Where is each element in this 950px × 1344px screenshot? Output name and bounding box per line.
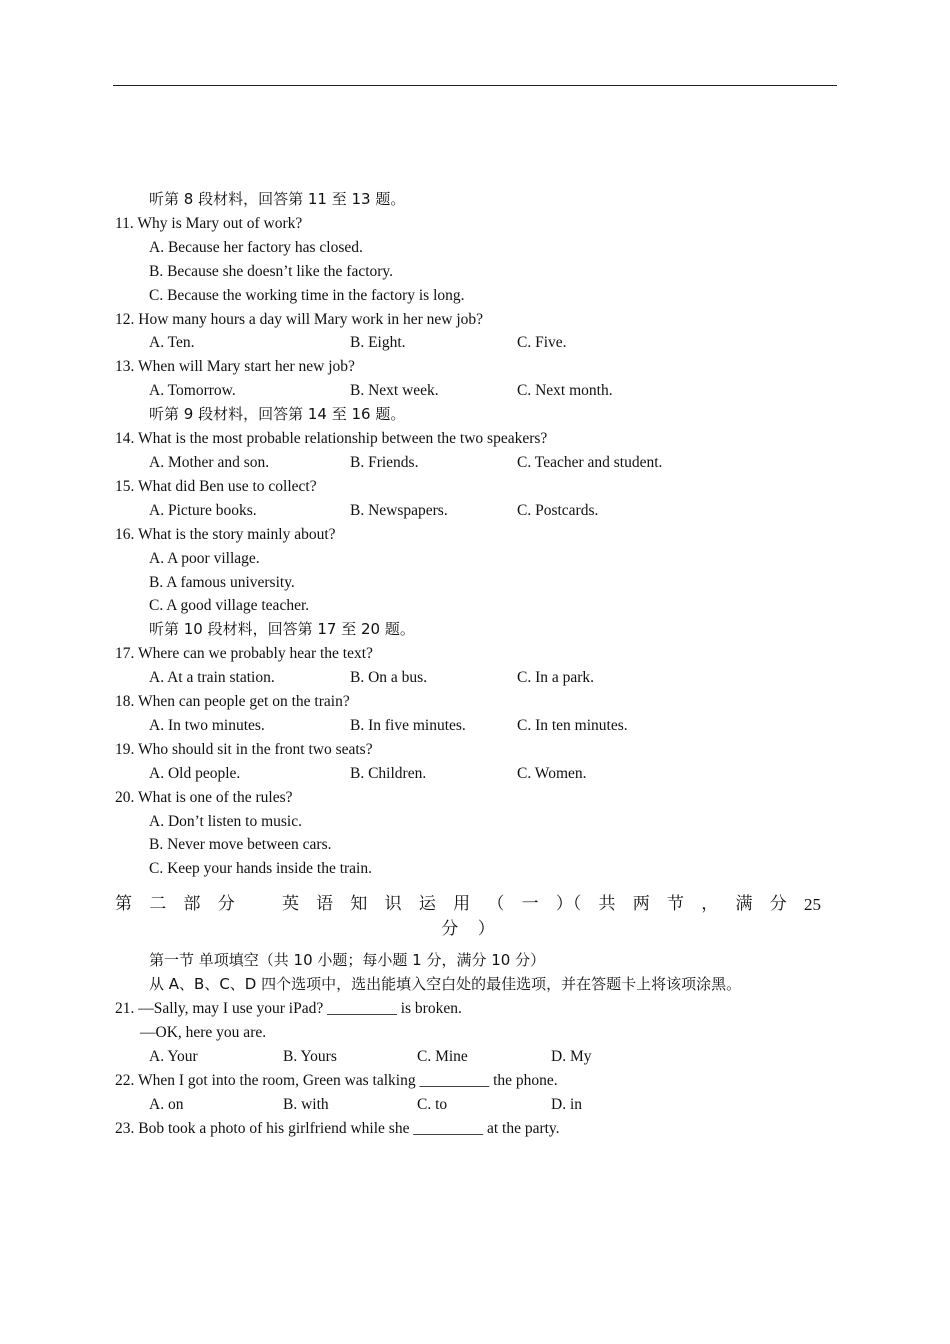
part-two-char: 节: [667, 894, 685, 915]
part-two-char: 识: [384, 894, 402, 915]
question-11: 11. Why is Mary out of work?: [115, 214, 303, 232]
section-heading-8: 听第 8 段材料，回答第 11 至 13 题。: [149, 190, 406, 208]
section-heading-10: 听第 10 段材料，回答第 17 至 20 题。: [149, 620, 415, 639]
part-two-heading: [115, 893, 821, 917]
option-21-c: C. Mine: [417, 1047, 468, 1065]
question-17: 17. Where can we probably hear the text?: [115, 645, 373, 663]
options-15: [115, 499, 825, 523]
option-19-b: B. Children.: [350, 764, 427, 782]
part-two-heading-cont: 分 ）: [441, 919, 495, 940]
option-22-b: B. with: [283, 1095, 329, 1113]
option-21-b: B. Yours: [283, 1047, 337, 1065]
option-19-c: C. Women.: [517, 764, 587, 782]
question-14: 14. What is the most probable relationship between the two speakers?: [115, 430, 548, 448]
part-two-char: 语: [316, 894, 334, 915]
part-two-char: 英: [281, 894, 299, 915]
header-rule: [113, 85, 837, 86]
option-13-b: B. Next week.: [350, 382, 439, 400]
part-two-char: 知: [350, 894, 368, 915]
question-12: 12. How many hours a day will Mary work in her new job?: [115, 310, 484, 328]
option-16-b: B. A famous university.: [149, 573, 295, 591]
option-21-d: D. My: [551, 1047, 592, 1065]
section-title: 第一节 单项填空（共 10 小题；每小题 1 分，满分 10 分）: [149, 951, 546, 970]
part-two-char: 部: [183, 894, 201, 915]
options-12: [115, 331, 825, 355]
part-two-char: 运: [418, 894, 436, 915]
option-17-b: B. On a bus.: [350, 669, 428, 687]
part-two-char: 两: [632, 894, 650, 915]
question-21-reply: —OK, here you are.: [140, 1023, 267, 1041]
part-two-char: ）（: [555, 894, 582, 915]
instruction-text: 从 A、B、C、D 四个选项中，选出能填入空白处的最佳选项，并在答题卡上将该项涂黑。: [149, 975, 742, 994]
question-19: 19. Who should sit in the front two seats?: [115, 740, 373, 758]
option-16-c: C. A good village teacher.: [149, 597, 310, 615]
question-23: 23. Bob took a photo of his girlfriend while she _________ at the party.: [115, 1119, 560, 1137]
part-two-char: ，: [701, 894, 719, 915]
option-12-b: B. Eight.: [350, 334, 406, 352]
option-22-c: C. to: [417, 1095, 448, 1113]
question-15: 15. What did Ben use to collect?: [115, 477, 317, 495]
option-20-b: B. Never move between cars.: [149, 836, 332, 854]
part-two-char: 二: [149, 894, 167, 915]
option-13-c: C. Next month.: [517, 382, 613, 400]
option-12-a: A. Ten.: [149, 334, 195, 352]
option-17-c: C. In a park.: [517, 669, 595, 687]
question-13: 13. When will Mary start her new job?: [115, 358, 355, 376]
option-14-c: C. Teacher and student.: [517, 453, 663, 471]
options-21: [115, 1045, 825, 1069]
option-18-c: C. In ten minutes.: [517, 716, 628, 734]
option-16-a: A. A poor village.: [149, 549, 260, 567]
part-two-char: 共: [598, 894, 616, 915]
part-two-char: 满: [735, 894, 753, 915]
exam-page: [115, 188, 825, 1140]
options-22: [115, 1093, 825, 1117]
option-17-a: A. At a train station.: [149, 669, 275, 687]
option-15-b: B. Newspapers.: [350, 501, 448, 519]
question-20: 20. What is one of the rules?: [115, 788, 293, 806]
section-heading-9: 听第 9 段材料，回答第 14 至 16 题。: [149, 405, 406, 424]
option-22-d: D. in: [551, 1095, 582, 1113]
option-13-a: A. Tomorrow.: [149, 382, 236, 400]
option-19-a: A. Old people.: [149, 764, 241, 782]
options-13: [115, 379, 825, 403]
part-two-char: 第: [115, 894, 132, 915]
question-21: 21. —Sally, may I use your iPad? _________ is broken.: [115, 1000, 462, 1017]
options-14: [115, 451, 825, 475]
options-19: [115, 762, 825, 786]
part-two-char: 用: [453, 894, 471, 915]
option-15-c: C. Postcards.: [517, 501, 599, 519]
option-20-c: C. Keep your hands inside the train.: [149, 860, 372, 878]
option-18-a: A. In two minutes.: [149, 716, 265, 734]
option-11-b: B. Because she doesn’t like the factory.: [149, 262, 394, 280]
option-20-a: A. Don’t listen to music.: [149, 812, 302, 830]
part-two-char: 分: [217, 894, 235, 915]
option-21-a: A. Your: [149, 1047, 198, 1065]
option-18-b: B. In five minutes.: [350, 716, 466, 734]
question-22: 22. When I got into the room, Green was talking _________ the phone.: [115, 1071, 558, 1089]
option-14-a: A. Mother and son.: [149, 453, 270, 471]
question-16: 16. What is the story mainly about?: [115, 525, 336, 543]
options-18: [115, 714, 825, 738]
option-14-b: B. Friends.: [350, 453, 419, 471]
part-two-char: （: [487, 894, 505, 915]
option-22-a: A. on: [149, 1095, 184, 1113]
option-11-a: A. Because her factory has closed.: [149, 238, 363, 256]
option-12-c: C. Five.: [517, 334, 567, 352]
options-17: [115, 666, 825, 690]
part-two-char: 25: [803, 895, 821, 915]
question-18: 18. When can people get on the train?: [115, 693, 350, 711]
option-11-c: C. Because the working time in the factory is long.: [149, 286, 465, 304]
option-15-a: A. Picture books.: [149, 501, 257, 519]
part-two-char: 一: [521, 894, 539, 915]
part-two-char: 分: [769, 894, 787, 915]
